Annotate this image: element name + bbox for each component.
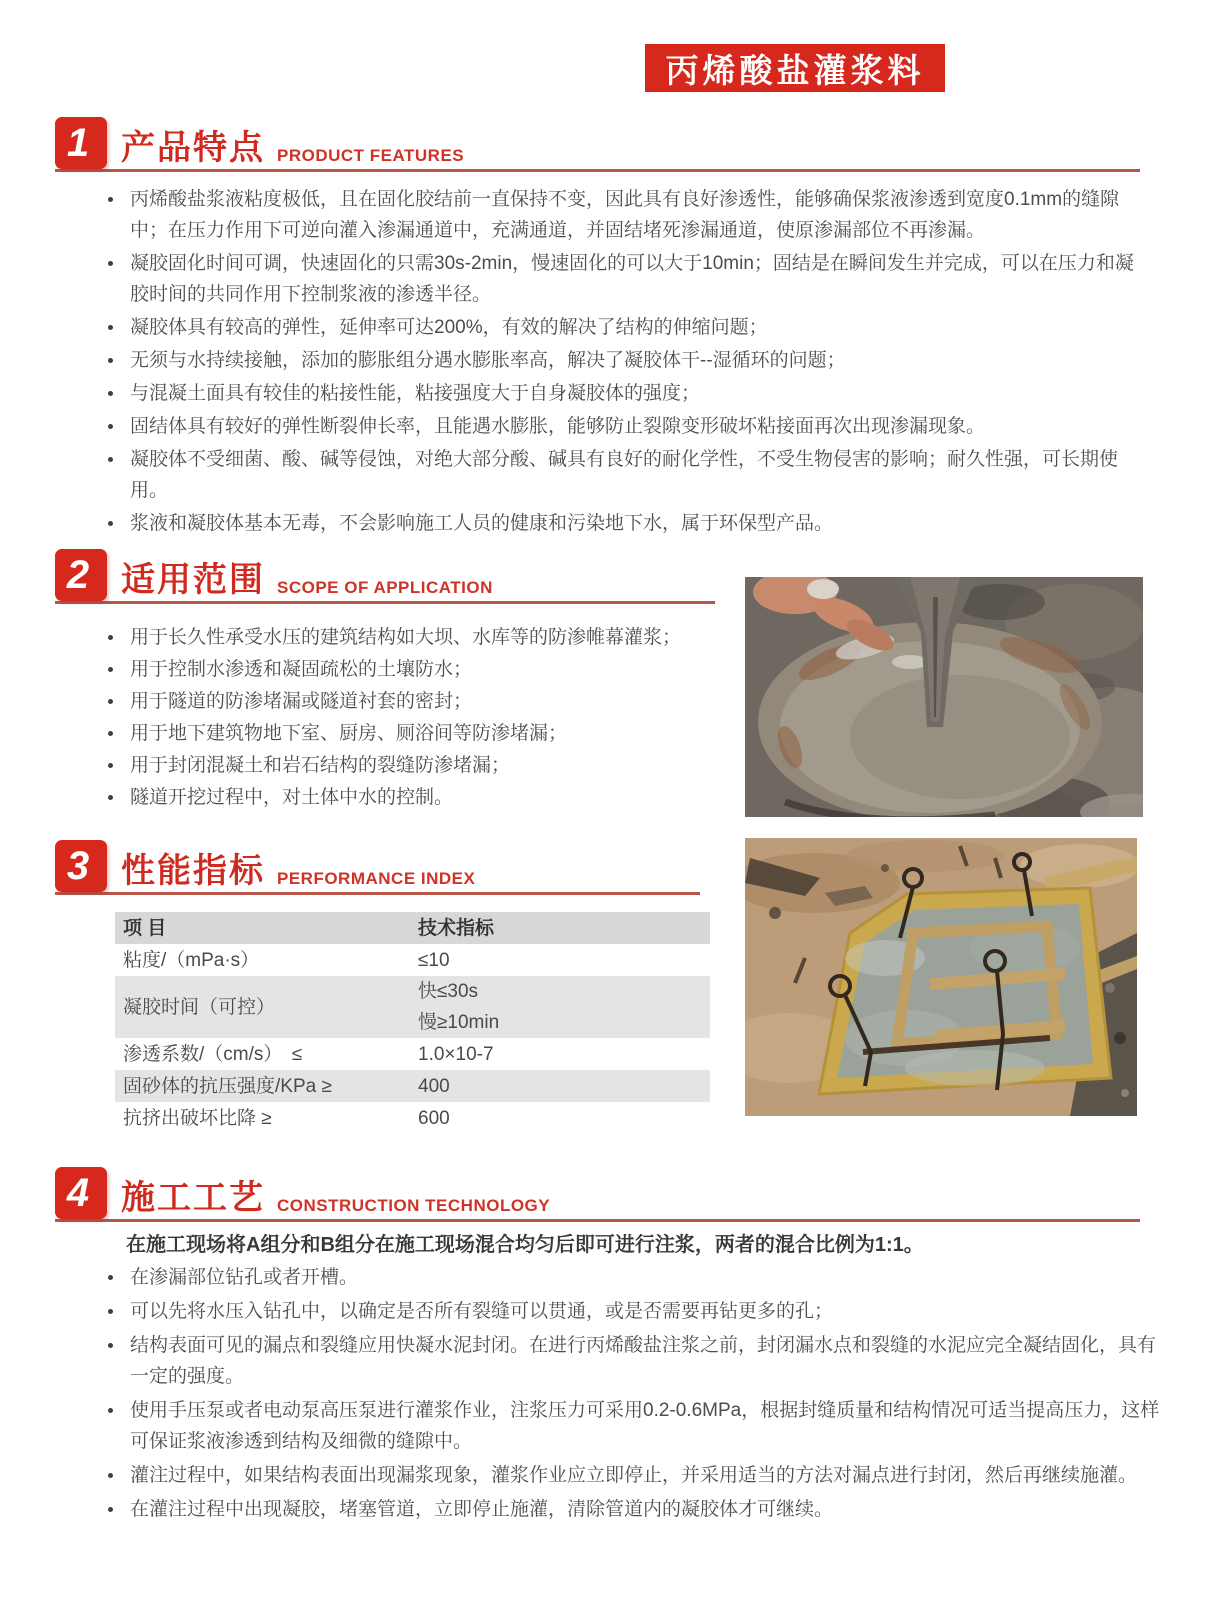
list-item: 可以先将水压入钻孔中，以确定是否所有裂缝可以贯通，或是否需要再钻更多的孔； xyxy=(98,1296,1166,1327)
table-row xyxy=(115,1038,710,1070)
list-item: 凝胶体不受细菌、酸、碱等侵蚀，对绝大部分酸、碱具有良好的耐化学性，不受生物侵害的影响；耐久性强，可长期使用。 xyxy=(98,444,1146,506)
section-number-badge: 2 xyxy=(55,549,107,601)
list-item: 在灌注过程中出现凝胶，堵塞管道，立即停止施灌，清除管道内的凝胶体才可继续。 xyxy=(98,1494,1166,1525)
table-header-row xyxy=(115,912,710,944)
table-cell-value: ≤10 xyxy=(418,949,450,971)
list-item: 用于封闭混凝土和岩石结构的裂缝防渗堵漏； xyxy=(98,750,733,781)
section-title-cn: 产品特点 xyxy=(121,129,265,167)
list-item: 隧道开挖过程中，对土体中水的控制。 xyxy=(98,782,733,813)
product-title-banner: 丙烯酸盐灌浆料 xyxy=(645,44,945,92)
section-number-badge: 4 xyxy=(55,1167,107,1219)
list-item: 无须与水持续接触，添加的膨胀组分遇水膨胀率高，解决了凝胶体干--湿循环的问题； xyxy=(98,345,1146,376)
section-title-cn: 施工工艺 xyxy=(121,1179,265,1217)
section-number-badge: 3 xyxy=(55,840,107,892)
section-title-en: PRODUCT FEATURES xyxy=(277,146,465,165)
table-cell-item: 渗透系数/（cm/s） ≤ xyxy=(123,1043,303,1065)
list-item: 固结体具有较好的弹性断裂伸长率，且能遇水膨胀，能够防止裂隙变形破坏粘接面再次出现渗漏现象。 xyxy=(98,411,1146,442)
table-cell-item: 凝胶时间（可控） xyxy=(123,996,276,1018)
features-list xyxy=(98,184,1146,541)
table-cell-item: 固砂体的抗压强度/KPa ≥ xyxy=(123,1075,332,1097)
section-header-construction xyxy=(55,1170,1140,1222)
list-item: 结构表面可见的漏点和裂缝应用快凝水泥封闭。在进行丙烯酸盐注浆之前，封闭漏水点和裂缝的水泥应完全凝结固化，具有一定的强度。 xyxy=(98,1330,1166,1392)
section-number-badge: 1 xyxy=(55,117,107,169)
value-line-slow: 慢≥10min xyxy=(418,1012,500,1033)
list-item: 凝胶固化时间可调，快速固化的只需30s-2min，慢速固化的可以大于10min；固结是在瞬间发生并完成，可以在压力和凝胶时间的共同作用下控制浆液的渗透半径。 xyxy=(98,248,1146,310)
table-row xyxy=(115,976,710,1038)
value-line-fast: 快≤30s xyxy=(418,981,479,1002)
table-cell-value: 1.0×10-7 xyxy=(418,1043,494,1065)
list-item: 在渗漏部位钻孔或者开槽。 xyxy=(98,1262,1166,1293)
table-row xyxy=(115,1102,710,1134)
section-title-en: CONSTRUCTION TECHNOLOGY xyxy=(277,1196,551,1215)
section-header-features xyxy=(55,120,1140,172)
table-cell-item: 抗挤出破坏比降 ≥ xyxy=(123,1107,272,1129)
list-item: 丙烯酸盐浆液粘度极低，且在固化胶结前一直保持不变，因此具有良好渗透性，能够确保浆液渗透到宽度0.1mm的缝隙中；在压力作用下可逆向灌入渗漏通道中，充满通道，并固结堵死渗漏通道，使原渗漏部位不再渗漏。 xyxy=(98,184,1146,246)
list-item: 用于控制水渗透和凝固疏松的土壤防水； xyxy=(98,654,733,685)
slurry-mixing-photo xyxy=(745,577,1143,817)
formwork-grouting-photo xyxy=(745,838,1137,1116)
table-cell-value xyxy=(418,976,710,1038)
list-item: 浆液和凝胶体基本无毒，不会影响施工人员的健康和污染地下水，属于环保型产品。 xyxy=(98,508,1146,539)
table-cell-value: 600 xyxy=(418,1107,450,1129)
table-row xyxy=(115,1070,710,1102)
section-title-en: PERFORMANCE INDEX xyxy=(277,869,476,888)
section-title-cn: 性能指标 xyxy=(121,852,265,890)
table-row xyxy=(115,944,710,976)
list-item: 用于地下建筑物地下室、厨房、厕浴间等防渗堵漏； xyxy=(98,718,733,749)
list-item: 凝胶体具有较高的弹性，延伸率可达200%，有效的解决了结构的伸缩问题； xyxy=(98,312,1146,343)
performance-table xyxy=(115,912,710,1134)
construction-list xyxy=(98,1262,1166,1528)
section-header-performance xyxy=(55,843,700,895)
table-header-item: 项 目 xyxy=(123,917,167,939)
list-item: 用于隧道的防渗堵漏或隧道衬套的密封； xyxy=(98,686,733,717)
table-cell-value: 400 xyxy=(418,1075,450,1097)
construction-intro: 在施工现场将A组分和B组分在施工现场混合均匀后即可进行注浆，两者的混合比例为1:1。 xyxy=(126,1234,924,1256)
list-item: 用于长久性承受水压的建筑结构如大坝、水库等的防渗帷幕灌浆； xyxy=(98,622,733,653)
table-header-value: 技术指标 xyxy=(418,917,495,939)
list-item: 与混凝土面具有较佳的粘接性能，粘接强度大于自身凝胶体的强度； xyxy=(98,378,1146,409)
scope-list xyxy=(98,622,733,814)
section-header-scope xyxy=(55,552,715,604)
list-item: 使用手压泵或者电动泵高压泵进行灌浆作业，注浆压力可采用0.2-0.6MPa，根据封缝质量和结构情况可适当提高压力，这样可保证浆液渗透到结构及细微的缝隙中。 xyxy=(98,1395,1166,1457)
section-title-cn: 适用范围 xyxy=(121,561,265,599)
section-title-en: SCOPE OF APPLICATION xyxy=(277,578,493,597)
table-cell-item: 粘度/（mPa·s） xyxy=(123,949,260,971)
list-item: 灌注过程中，如果结构表面出现漏浆现象，灌浆作业应立即停止，并采用适当的方法对漏点进行封闭，然后再继续施灌。 xyxy=(98,1460,1166,1491)
